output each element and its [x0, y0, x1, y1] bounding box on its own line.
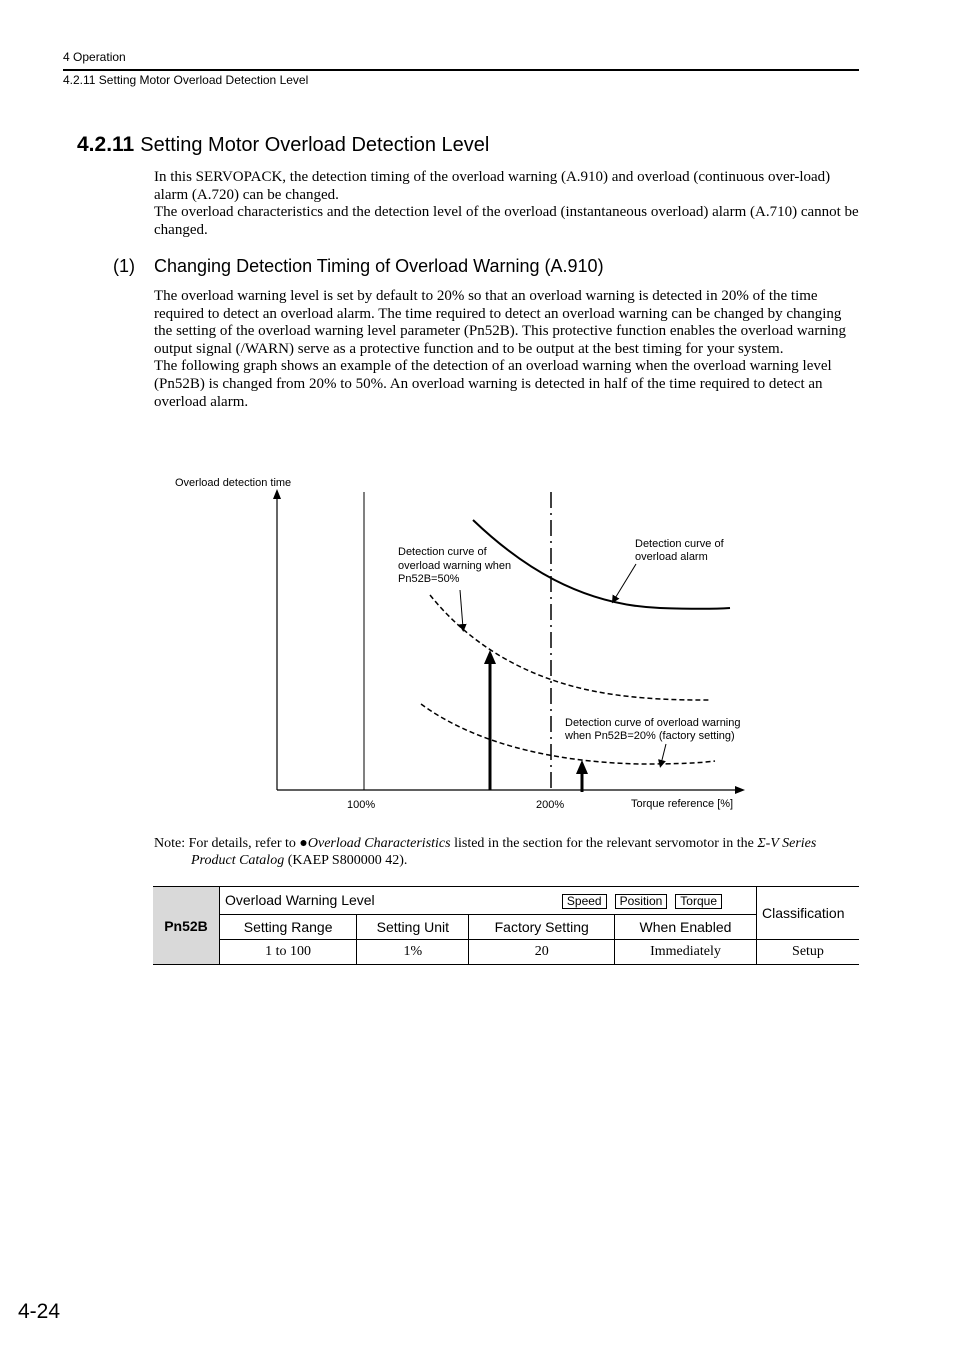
header-rule: [63, 69, 859, 71]
tick-200-percent: 200%: [536, 799, 565, 811]
label-alarm-line-1: Detection curve of: [635, 538, 724, 550]
classification-header: Classification: [757, 887, 860, 940]
note-catalog-title: Product Catalog: [191, 852, 285, 868]
tag-speed: Speed: [562, 894, 607, 909]
param-tags: [554, 892, 722, 909]
note-reference: Overload Characteristics: [307, 836, 451, 851]
label-alarm-line-2: overload alarm: [635, 551, 708, 563]
header-factory-setting: Factory Setting: [469, 915, 615, 940]
x-axis-label: Torque reference [%]: [631, 798, 734, 810]
tick-100-percent: 100%: [347, 799, 376, 811]
body-paragraph-2: The following graph shows an example of the detection of an overload warning when the overload warning level (Pn52B) is changed from 20% to 50%. An overload warning is detected in half of the time required to detect an overload alarm.: [154, 358, 832, 410]
y-axis-label: Overload detection time: [175, 477, 292, 489]
note: [154, 836, 859, 869]
warning-50-curve: [430, 595, 710, 700]
value-when-enabled: Immediately: [614, 940, 756, 965]
label-50-line-2: overload warning when: [398, 560, 512, 572]
tag-position: Position: [615, 894, 668, 909]
param-name: Pn52B: [153, 887, 220, 965]
section-number: 4.2.11: [77, 133, 135, 156]
page-number: 4-24: [18, 1300, 61, 1323]
body-paragraph-1: The overload warning level is set by default to 20% so that an overload warning is detected in 20% of the time required to detect an overload alarm. The time required to detect an overload warning can be changed by changing the setting of the overload warning level parameter (Pn52B). This protective function enables the overload warning output signal (/WARN) serve as a protective function and to be output at the best timing for your system.: [154, 288, 847, 357]
subsection-number: (1): [113, 256, 135, 276]
pointer-20: [661, 744, 666, 764]
running-header-section: 4.2.11 Setting Motor Overload Detection Level: [63, 73, 309, 87]
section-title-text: Setting Motor Overload Detection Level: [140, 134, 490, 156]
pointer-50: [460, 590, 463, 628]
subsection-body: [154, 288, 859, 411]
header-setting-unit: Setting Unit: [357, 915, 469, 940]
detection-arrowhead-50: [484, 650, 496, 664]
overload-alarm-curve: [473, 520, 730, 609]
label-50-line-1: Detection curve of: [398, 546, 487, 558]
subsection-title: [113, 256, 604, 277]
label-20-line-2: when Pn52B=20% (factory setting): [565, 730, 735, 742]
overload-detection-graph: [160, 465, 760, 825]
value-factory-setting: 20: [469, 940, 615, 965]
running-header-chapter: 4 Operation: [63, 50, 126, 64]
pointer-alarm: [614, 564, 636, 600]
subsection-title-text: Changing Detection Timing of Overload Warning (A.910): [154, 256, 604, 276]
value-setting-range: 1 to 100: [220, 940, 357, 965]
note-catalog-code: (KAEP S800000 42).: [284, 852, 408, 868]
value-setting-unit: 1%: [357, 940, 469, 965]
label-20-line-1: Detection curve of overload warning: [565, 717, 741, 729]
note-prefix: Note: For details, refer to: [154, 836, 300, 851]
intro-paragraph-1: In this SERVOPACK, the detection timing of the overload warning (A.910) and overload (continuous over-load) alarm (A.720) can be changed.: [154, 169, 831, 203]
parameter-table: [153, 886, 859, 965]
note-middle: listed in the section for the relevant servomotor in the: [450, 836, 758, 851]
x-axis-arrow: [735, 786, 745, 794]
tag-torque: Torque: [675, 894, 722, 909]
intro-paragraph-2: The overload characteristics and the detection level of the overload (instantaneous overload) alarm (A.710) cannot be changed.: [154, 204, 859, 238]
param-title: Overload Warning Level: [225, 892, 375, 908]
label-50-line-3: Pn52B=50%: [398, 573, 460, 585]
section-intro: [154, 169, 859, 239]
detection-arrowhead-20: [576, 760, 588, 774]
section-title: [77, 133, 489, 157]
header-when-enabled: When Enabled: [614, 915, 756, 940]
value-classification: Setup: [757, 940, 860, 965]
header-setting-range: Setting Range: [220, 915, 357, 940]
note-catalog-series: Σ-V Series: [757, 836, 817, 851]
y-axis-arrow: [273, 489, 281, 499]
param-title-cell: [220, 887, 757, 915]
bullet-icon: ●: [299, 836, 308, 851]
